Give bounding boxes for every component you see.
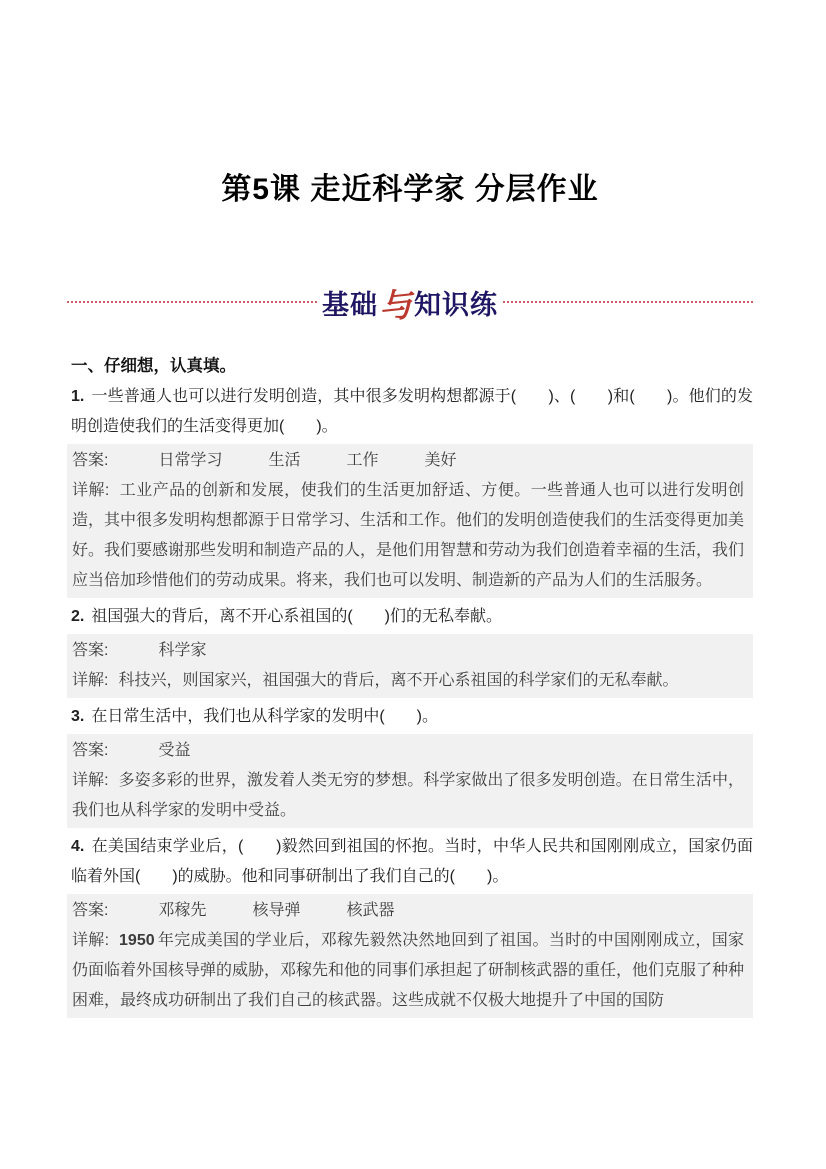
answer-item: 科学家 <box>158 642 207 659</box>
answer-block-4 <box>67 894 753 1018</box>
answer-row-2 <box>72 636 744 666</box>
detail-label: 详解: <box>72 482 110 499</box>
detail-2 <box>72 666 744 696</box>
question-4 <box>67 832 753 892</box>
answer-item: 受益 <box>158 742 191 759</box>
question-2-number: 2. <box>71 608 85 625</box>
question-2-text: 祖国强大的背后，离不开心系祖国的( )们的无私奉献。 <box>91 608 503 625</box>
question-4-text: 在美国结束学业后，( )毅然回到祖国的怀抱。当时，中华人民共和国刚刚成立，国家仍面临着外国( )的威胁。他和同事研制出了我们自己的( )。 <box>71 838 753 885</box>
answer-row-1 <box>72 446 744 476</box>
banner-text-left: 基础 <box>322 289 378 320</box>
section-heading: 一、仔细想，认真填。 <box>71 357 236 375</box>
detail-2-text: 科技兴，则国家兴，祖国强大的背后，离不开心系祖国的科学家们的无私奉献。 <box>118 672 679 689</box>
answer-item: 美好 <box>424 452 457 469</box>
page-title: 第5课 走近科学家 分层作业 <box>221 173 599 206</box>
answer-item: 生活 <box>268 452 301 469</box>
question-1 <box>67 382 753 442</box>
answer-label: 答案: <box>72 902 109 919</box>
question-4-number: 4. <box>71 838 85 855</box>
answer-row-3 <box>72 736 744 766</box>
answer-item: 工作 <box>346 452 379 469</box>
answer-label: 答案: <box>72 742 109 759</box>
answer-block-3 <box>67 734 753 828</box>
detail-label: 详解: <box>72 772 109 789</box>
detail-label: 详解: <box>72 672 109 689</box>
banner-label <box>317 283 503 326</box>
detail-4 <box>72 926 744 1016</box>
detail-3-text: 多姿多彩的世界，激发着人类无穷的梦想。科学家做出了很多发明创造。在日常生活中，我们也从科学家的发明中受益。 <box>72 772 744 819</box>
detail-4-text: 年完成美国的学业后，邓稼先毅然决然地回到了祖国。当时的中国刚刚成立，国家仍面临着外国核导弹的威胁，邓稼先和他的同事们承担起了研制核武器的重任，他们克服了种种困难，最终成功研制出了我们自己的核武器。这些成就不仅极大地提升了中国的国防 <box>72 932 745 1009</box>
question-1-text: 一些普通人也可以进行发明创造，其中很多发明构想都源于( )、( )和( )。他们的发明创造使我们的生活变得更加( )。 <box>71 388 753 435</box>
question-3 <box>67 702 753 732</box>
dotted-line-left <box>67 301 317 303</box>
dotted-line-right <box>503 301 753 303</box>
banner-text-right: 知识练 <box>414 289 498 320</box>
question-3-number: 3. <box>71 708 85 725</box>
question-3-text: 在日常生活中，我们也从科学家的发明中( )。 <box>91 708 439 725</box>
and-glyph: 与 <box>377 284 415 326</box>
answer-row-4 <box>72 896 744 926</box>
detail-1 <box>72 476 744 596</box>
answer-item: 核武器 <box>346 902 395 919</box>
detail-1-text: 工业产品的创新和发展，使我们的生活更加舒适、方便。一些普通人也可以进行发明创造，其中很多发明构想都源于日常学习、生活和工作。他们的发明创造使我们的生活变得更加美好。我们要感谢那些发明和制造产品的人，是他们用智慧和劳动为我们创造着幸福的生活，我们应当倍加珍惜他们的劳动成果。将来，我们也可以发明、制造新的产品为人们的生活服务。 <box>72 482 745 589</box>
answer-block-2 <box>67 634 753 698</box>
answer-label: 答案: <box>72 452 109 469</box>
answer-item: 核导弹 <box>252 902 301 919</box>
detail-label: 详解: <box>72 932 110 949</box>
section-banner <box>67 282 753 326</box>
answer-block-1 <box>67 444 753 598</box>
question-1-number: 1. <box>71 388 85 405</box>
answer-item: 邓稼先 <box>158 902 207 919</box>
detail-4-year: 1950 <box>119 932 155 949</box>
question-2 <box>67 602 753 632</box>
answer-label: 答案: <box>72 642 109 659</box>
answer-item: 日常学习 <box>158 452 223 469</box>
detail-3 <box>72 766 744 826</box>
